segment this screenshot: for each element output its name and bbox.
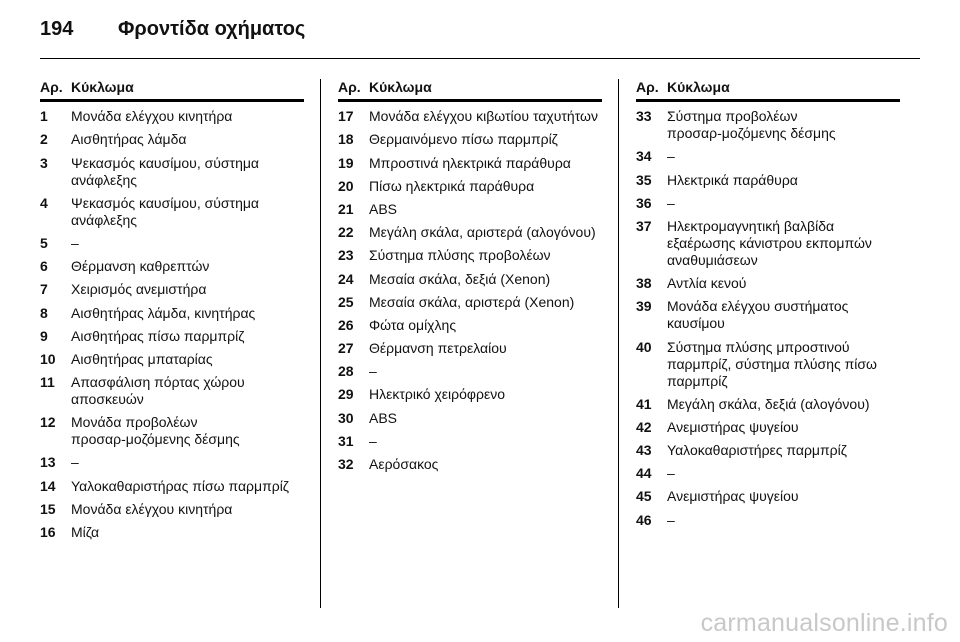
circuit-name: Ψεκασμός καυσίμου, σύστημα ανάφλεξης [71,194,260,228]
circuit-name: Απασφάλιση πόρτας χώρου αποσκευών [71,374,245,408]
fuse-row [40,305,304,322]
fuse-number: 26 [338,316,354,333]
fuse-row [636,218,900,269]
column-header-number: Αρ. [338,79,361,95]
fuse-number: 4 [40,194,48,211]
fuse-number: 17 [338,108,354,125]
fuse-number: 42 [636,418,652,435]
fuse-row [636,419,900,436]
fuse-number: 36 [636,194,652,211]
circuit-name: Μεγάλη σκάλα, δεξιά (αλογόνου) [667,395,870,412]
circuit-name: Ανεμιστήρας ψυγείου [667,488,799,505]
column-header-label: Κύκλωμα [369,79,432,95]
page-title: Φροντίδα οχήματος [118,18,306,40]
fuse-row [636,195,900,212]
fuse-number: 21 [338,200,354,217]
fuse-row [338,294,602,311]
circuit-name: Θερμαινόμενο πίσω παρμπρίζ [369,131,558,148]
circuit-name: Υαλοκαθαριστήρες παρμπρίζ [667,442,847,459]
fuse-number: 3 [40,154,48,171]
fuse-row [636,512,900,529]
fuse-number: 19 [338,154,354,171]
fuse-row [636,442,900,459]
fuse-list [40,108,304,541]
fuse-column-3 [636,79,900,529]
fuse-number: 32 [338,456,354,472]
fuse-row [338,410,602,427]
fuse-number: 8 [40,304,48,321]
circuit-name: Ηλεκτρικά παράθυρα [667,171,798,188]
circuit-name: – [667,148,675,165]
circuit-name: – [667,511,675,528]
fuse-number: 2 [40,131,48,148]
fuse-number: 22 [338,224,354,241]
fuse-number: 39 [636,298,652,315]
circuit-name: Σύστημα πλύσης μπροστινού παρμπρίζ, σύστημα πλύσης πίσω παρμπρίζ [667,338,877,389]
column-header-number: Αρ. [636,79,659,95]
fuse-number: 7 [40,281,48,298]
fuse-row [338,340,602,357]
fuse-row [338,317,602,334]
circuit-name: Ψεκασμός καυσίμου, σύστημα ανάφλεξης [71,154,260,188]
fuse-row [338,271,602,288]
fuse-row [40,478,304,495]
circuit-name: Υαλοκαθαριστήρας πίσω παρμπρίζ [71,477,289,494]
circuit-name: Χειρισμός ανεμιστήρα [71,281,207,298]
circuit-name: Θέρμανση πετρελαίου [369,340,507,357]
fuse-number: 18 [338,131,354,148]
circuit-name: Μονάδα προβολέων προσαρ‑μοζόμενης δέσμης [71,414,240,448]
fuse-row [40,454,304,471]
column-header [636,79,900,102]
fuse-number: 1 [40,108,48,125]
page-header [40,18,305,48]
circuit-name: Σύστημα προβολέων προσαρ‑μοζόμενης δέσμης [667,108,836,142]
fuse-number: 25 [338,293,354,310]
fuse-number: 9 [40,327,48,344]
column-divider [320,79,321,608]
fuse-row [338,456,602,473]
circuit-name: Αντλία κενού [667,275,747,292]
circuit-name: Αισθητήρας λάμδα [71,131,187,148]
column-divider [618,79,619,608]
fuse-row [338,224,602,241]
fuse-row [338,386,602,403]
fuse-number: 45 [636,488,652,505]
fuse-row [40,258,304,275]
circuit-name: Σύστημα πλύσης προβολέων [369,247,551,264]
fuse-row [636,339,900,390]
fuse-column-1 [40,79,304,541]
circuit-name: – [369,432,377,449]
circuit-name: Μονάδα ελέγχου κινητήρα [71,108,233,125]
watermark: carmanualsonline.info [700,609,948,637]
circuit-name: Μονάδα ελέγχου συστήματος καυσίμου [667,298,849,332]
fuse-number: 10 [40,350,56,367]
circuit-name: – [71,454,79,471]
fuse-number: 41 [636,395,652,412]
fuse-number: 12 [40,414,56,431]
fuse-number: 34 [636,148,652,165]
circuit-name: Θέρμανση καθρεπτών [71,258,210,275]
fuse-row [338,178,602,195]
fuse-number: 35 [636,171,652,188]
fuse-number: 13 [40,454,56,471]
fuse-row [40,374,304,408]
page-number: 194 [40,18,74,40]
fuse-row [40,195,304,229]
fuse-number: 6 [40,258,48,275]
fuse-row [40,281,304,298]
column-header [338,79,602,102]
fuse-number: 33 [636,108,652,125]
circuit-name: Πίσω ηλεκτρικά παράθυρα [369,177,535,194]
fuse-number: 24 [338,270,354,287]
fuse-row [636,148,900,165]
circuit-name: Μονάδα ελέγχου κιβωτίου ταχυτήτων [369,108,598,125]
circuit-name: Αισθητήρας μπαταρίας [71,350,213,367]
fuse-number: 29 [338,386,354,403]
fuse-row [40,235,304,252]
circuit-name: Μεσαία σκάλα, δεξιά (Xenon) [369,270,551,287]
fuse-row [338,108,602,125]
fuse-number: 11 [40,374,55,391]
fuse-row [636,172,900,189]
fuse-row [338,433,602,450]
fuse-number: 27 [338,340,354,357]
circuit-name: ABS [369,409,398,426]
circuit-name: Μπροστινά ηλεκτρικά παράθυρα [369,154,571,171]
fuse-row [636,298,900,332]
column-header [40,79,304,102]
fuse-number: 44 [636,465,652,482]
fuse-row [40,155,304,189]
fuse-number: 37 [636,217,652,234]
column-header-label: Κύκλωμα [667,79,730,95]
fuse-number: 14 [40,477,56,494]
circuit-name: ABS [369,200,398,217]
fuse-row [338,201,602,218]
circuit-name: Ηλεκτρικό χειρόφρενο [369,386,505,403]
fuse-row [636,488,900,505]
fuse-list [636,108,900,528]
fuse-row [40,131,304,148]
fuse-number: 43 [636,442,652,459]
column-header-label: Κύκλωμα [71,79,134,95]
fuse-row [40,501,304,518]
circuit-name: Αερόσακος [369,456,439,472]
fuse-row [40,524,304,541]
fuse-row [40,328,304,345]
circuit-name: Μίζα [71,524,100,540]
circuit-name: – [667,194,675,211]
fuse-row [338,155,602,172]
fuse-row [40,351,304,368]
fuse-row [636,465,900,482]
circuit-name: Αισθητήρας πίσω παρμπρίζ [71,327,245,344]
fuse-row [636,275,900,292]
column-header-number: Αρ. [40,79,63,95]
fuse-number: 15 [40,500,56,517]
fuse-number: 31 [338,432,354,449]
circuit-name: Ανεμιστήρας ψυγείου [667,418,799,435]
fuse-number: 40 [636,338,652,355]
fuse-column-2 [338,79,602,473]
fuse-number: 28 [338,363,354,380]
fuse-number: 20 [338,177,354,194]
circuit-name: Ηλεκτρομαγνητική βαλβίδα εξαέρωσης κάνιστρου εκπομπών αναθυμιάσεων [667,217,872,268]
fuse-number: 30 [338,409,354,426]
circuit-name: Φώτα ομίχλης [369,316,457,333]
fuse-number: 38 [636,275,652,292]
fuse-row [636,396,900,413]
circuit-name: – [667,465,675,482]
fuse-number: 23 [338,247,354,264]
fuse-row [40,414,304,448]
circuit-name: Μεσαία σκάλα, αριστερά (Xenon) [369,293,575,310]
circuit-name: Μονάδα ελέγχου κινητήρα [71,500,233,517]
fuse-row [338,363,602,380]
fuse-row [338,247,602,264]
circuit-name: Αισθητήρας λάμδα, κινητήρας [71,304,256,321]
fuse-row [636,108,900,142]
circuit-name: – [369,363,377,380]
fuse-number: 5 [40,234,48,251]
fuse-list [338,108,602,473]
fuse-number: 46 [636,511,652,528]
circuit-name: – [71,234,79,251]
circuit-name: Μεγάλη σκάλα, αριστερά (αλογόνου) [369,224,596,241]
fuse-row [40,108,304,125]
fuse-row [338,131,602,148]
fuse-number: 16 [40,524,56,540]
header-divider [40,58,920,59]
